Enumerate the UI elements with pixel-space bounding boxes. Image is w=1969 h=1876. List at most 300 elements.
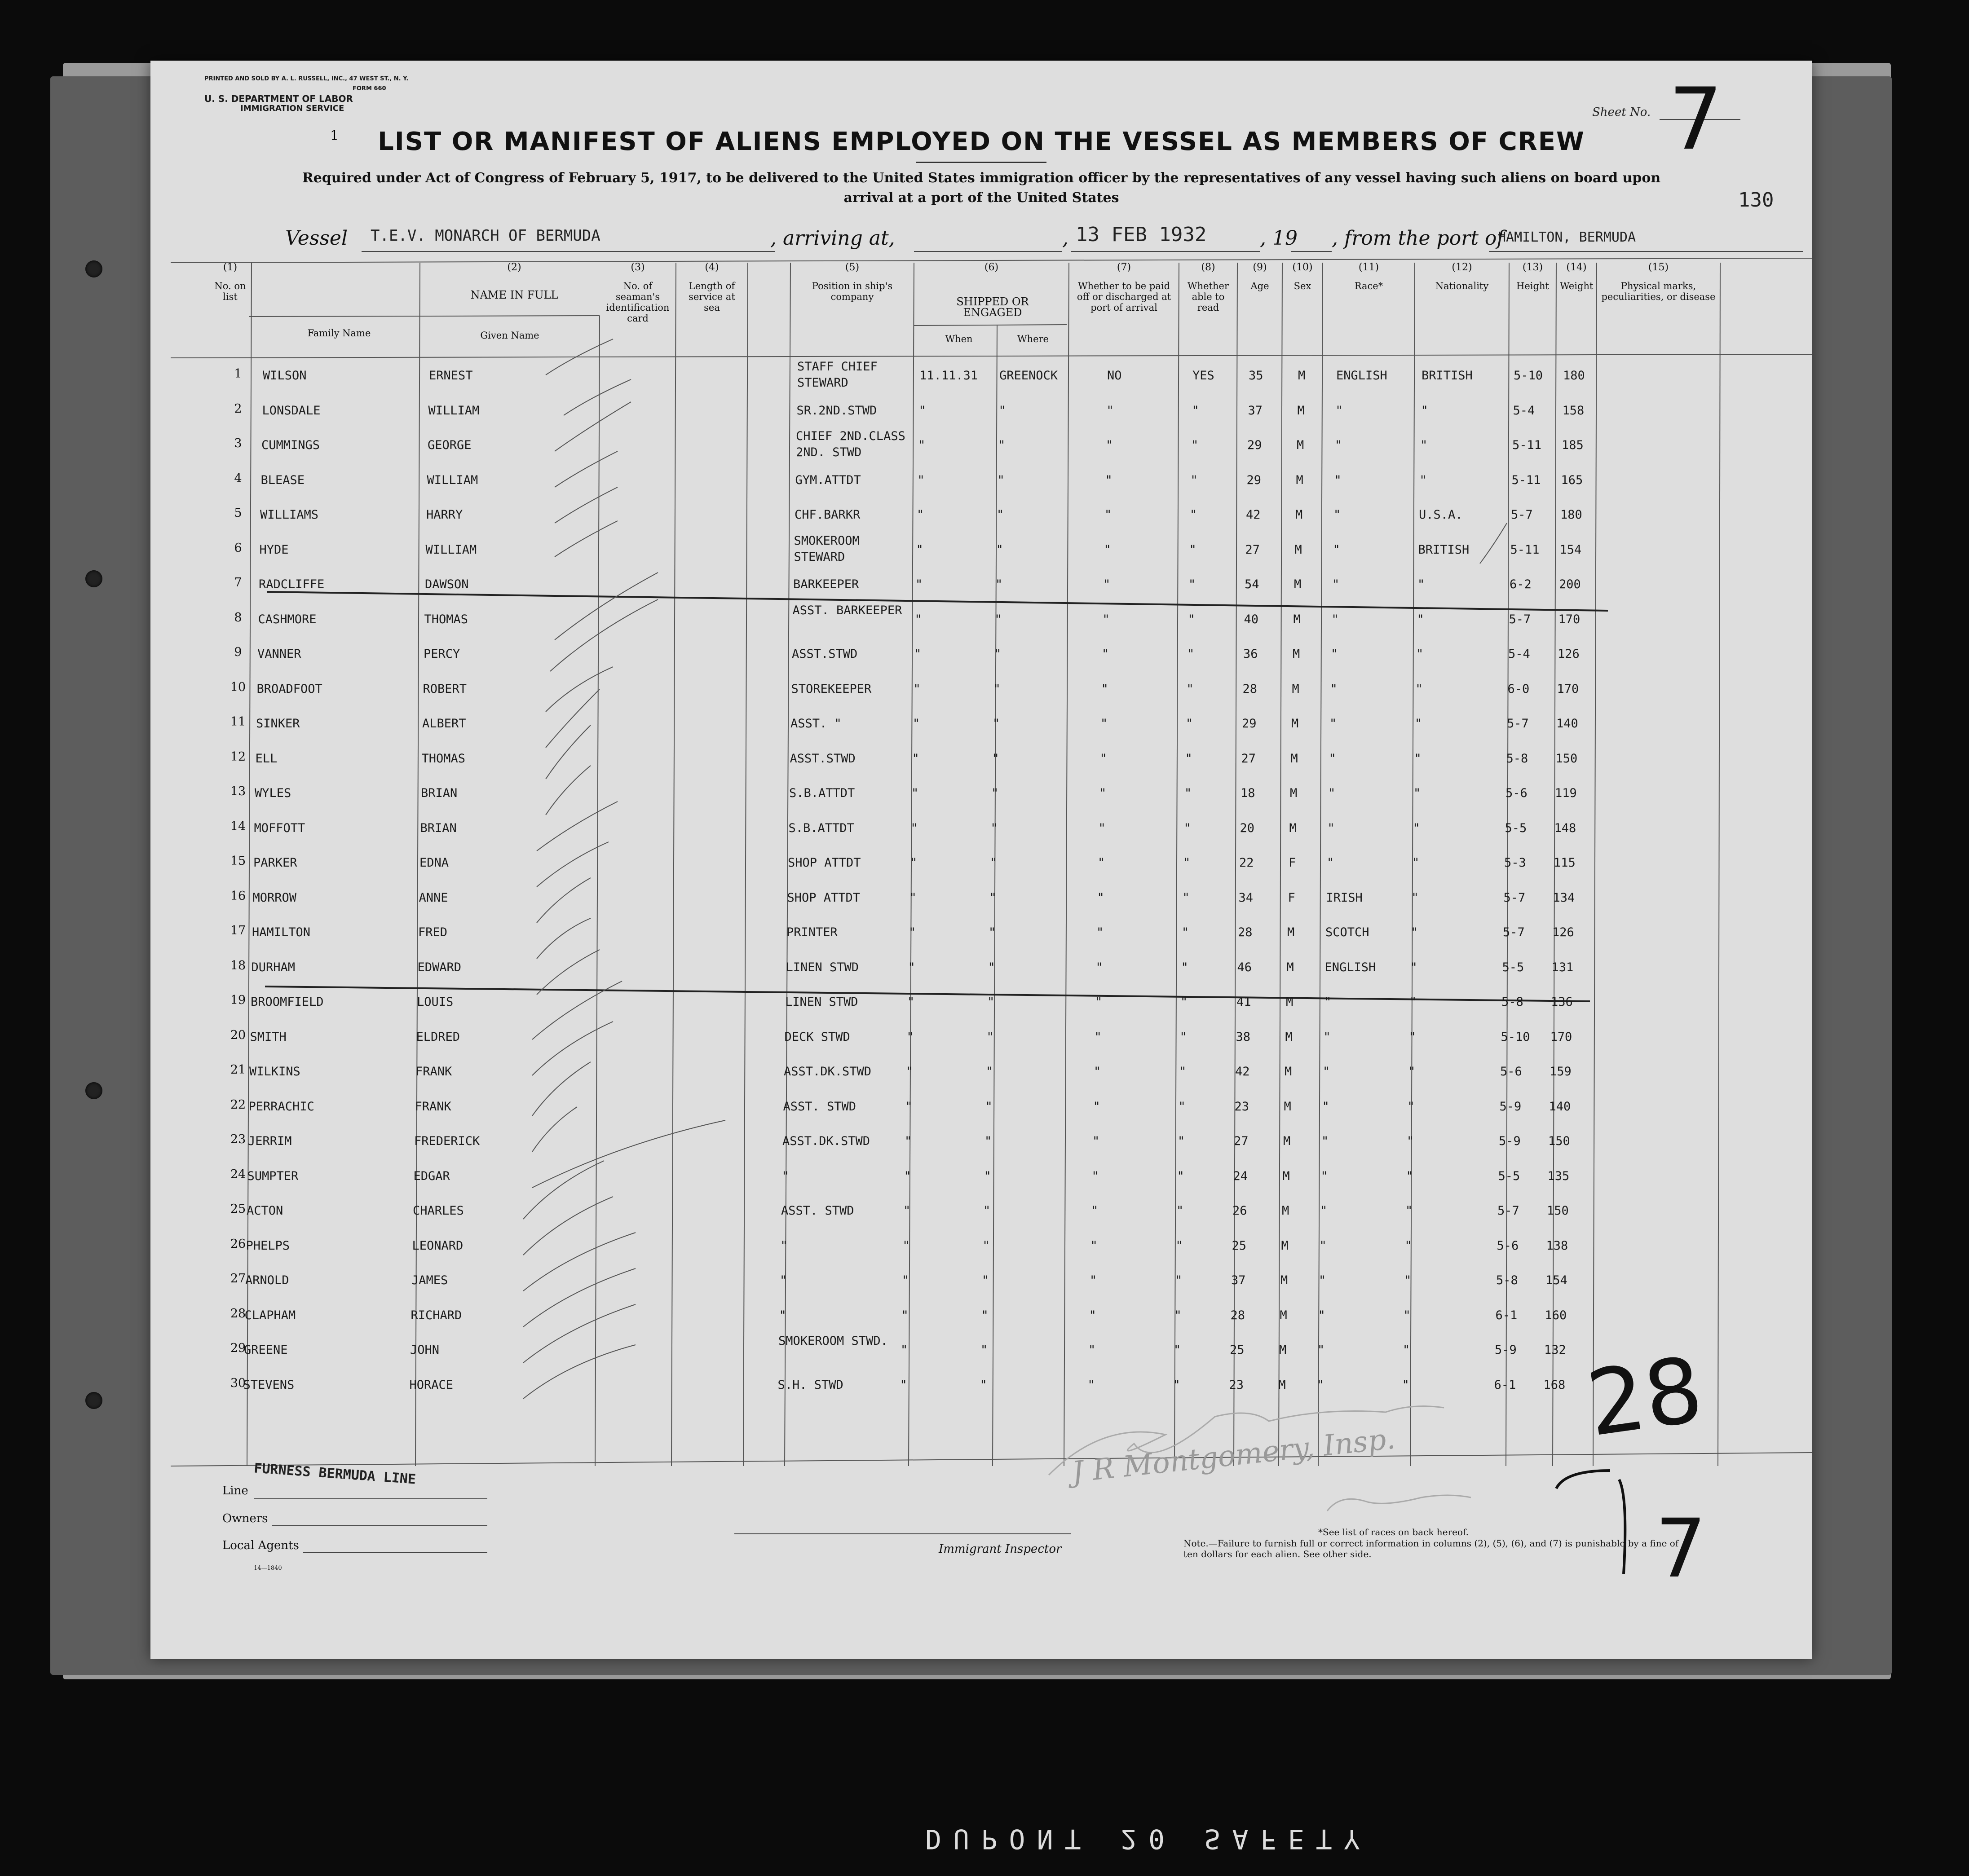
row-number: 13 — [230, 784, 246, 798]
given-name-header: Given Name — [480, 330, 539, 341]
cell-read: " — [1189, 542, 1196, 557]
cell-paid: " — [1091, 1169, 1099, 1183]
cell-read: " — [1188, 577, 1196, 591]
cell-family: BROADFOOT — [256, 682, 322, 696]
cell-given: FRANK — [415, 1065, 452, 1079]
cell-paid: " — [1104, 542, 1111, 557]
cell-position: CHIEF 2ND.CLASS 2ND. STWD — [796, 429, 905, 459]
cell-race: " — [1323, 1065, 1330, 1079]
cell-given: PERCY — [424, 647, 460, 661]
cell-paid: " — [1099, 786, 1107, 800]
cell-height: 6-1 — [1494, 1378, 1516, 1392]
cell-sex: M — [1293, 647, 1300, 661]
cell-paid: " — [1087, 1378, 1095, 1392]
cell-family: WYLES — [255, 786, 291, 800]
cell-where: " — [990, 856, 998, 870]
cell-family: STEVENS — [243, 1378, 295, 1392]
row-number: 1 — [234, 367, 242, 381]
shipped-header: SHIPPED OR ENGAGED — [956, 295, 1029, 319]
cell-age: 37 — [1248, 403, 1263, 418]
cell-height: 5-7 — [1509, 612, 1531, 626]
row-number: 27 — [230, 1272, 246, 1286]
cell-sex: F — [1289, 856, 1296, 870]
cell-sex: M — [1289, 821, 1297, 835]
cell-race: ENGLISH — [1324, 960, 1376, 974]
cell-nationality: " — [1410, 960, 1417, 974]
cell-read: " — [1178, 1134, 1185, 1148]
cell-where: " — [995, 577, 1003, 591]
cell-height: 5-7 — [1497, 1204, 1519, 1218]
cell-read: YES — [1192, 369, 1214, 383]
cell-when: " — [916, 542, 923, 557]
cell-where: " — [981, 1308, 989, 1322]
cell-read: " — [1192, 403, 1199, 418]
cell-position: ASST. STWD — [783, 1099, 856, 1114]
cell-where: " — [984, 1169, 991, 1183]
cell-nationality: " — [1420, 438, 1428, 452]
cell-given: ERNEST — [429, 369, 473, 383]
cell-position: STOREKEEPER — [791, 682, 872, 696]
where-header: Where — [1017, 334, 1049, 344]
cell-position: ASST.DK.STWD — [782, 1134, 870, 1148]
cell-age: 40 — [1244, 612, 1259, 626]
cell-height: 6-2 — [1510, 577, 1532, 591]
column-number: (2) — [507, 262, 521, 273]
cell-sex: M — [1286, 995, 1294, 1009]
column-header: Physical marks, peculiarities, or disease — [1601, 281, 1716, 302]
cell-height: 5-6 — [1505, 786, 1528, 800]
cell-height: 5-4 — [1513, 403, 1535, 418]
cell-when: " — [902, 1238, 910, 1253]
cell-age: 42 — [1235, 1065, 1250, 1079]
binder-hole — [85, 260, 102, 277]
column-number: (13) — [1522, 262, 1543, 273]
cell-sex: M — [1287, 925, 1295, 939]
strike-line-row-7 — [267, 592, 1608, 611]
cell-given: RICHARD — [411, 1308, 462, 1322]
cell-race: SCOTCH — [1325, 925, 1369, 939]
cell-paid: " — [1094, 1065, 1101, 1079]
cell-where: " — [989, 890, 997, 905]
cell-nationality: BRITISH — [1418, 542, 1470, 557]
cell-position: STAFF CHIEF STEWARD — [797, 360, 878, 390]
row-number: 29 — [230, 1341, 246, 1355]
cell-age: 26 — [1232, 1204, 1247, 1218]
cell-weight: 150 — [1548, 1134, 1570, 1148]
column-header: No. of seaman's identification card — [606, 281, 670, 324]
cell-height: 5-9 — [1495, 1343, 1517, 1357]
cell-sex: M — [1296, 473, 1303, 487]
cell-weight: 200 — [1559, 577, 1581, 591]
cell-family: GREENE — [244, 1343, 288, 1357]
cell-nationality: " — [1416, 647, 1424, 661]
cell-given: LOUIS — [417, 995, 454, 1009]
cell-sex: M — [1291, 717, 1299, 731]
cell-read: " — [1183, 821, 1191, 835]
cell-read: " — [1181, 960, 1188, 974]
arrival-date: 13 FEB 1932 — [1076, 223, 1207, 246]
cell-family: WILLIAMS — [260, 508, 319, 522]
row-number: 17 — [230, 924, 246, 938]
cell-when: " — [906, 1065, 914, 1079]
cell-height: 5-8 — [1496, 1273, 1518, 1287]
cell-race: " — [1319, 1238, 1327, 1253]
cell-given: EDGAR — [413, 1169, 450, 1183]
cell-given: ALBERT — [422, 717, 466, 731]
cell-where: " — [983, 1204, 991, 1218]
cell-sex: M — [1280, 1308, 1287, 1322]
cell-given: FRANK — [415, 1099, 451, 1114]
cell-when: " — [901, 1308, 909, 1322]
cell-when: " — [908, 960, 915, 974]
cell-age: 54 — [1245, 577, 1259, 591]
cell-race: IRISH — [1326, 890, 1363, 905]
cell-where: " — [998, 403, 1006, 418]
cell-age: 28 — [1238, 925, 1253, 939]
cell-weight: 180 — [1560, 508, 1582, 522]
cell-weight: 138 — [1546, 1238, 1568, 1253]
row-number: 21 — [230, 1063, 246, 1077]
inspector-signature: J R Montgomery, Insp. — [1070, 1422, 1397, 1489]
cell-paid: " — [1099, 751, 1107, 766]
cell-read: " — [1174, 1308, 1182, 1322]
cell-position: " — [781, 1169, 789, 1183]
cell-race: " — [1331, 647, 1338, 661]
cell-family: WILKINS — [249, 1065, 300, 1079]
cell-read: " — [1175, 1238, 1183, 1253]
cell-weight: 119 — [1555, 786, 1577, 800]
cell-position: SHOP ATTDT — [787, 890, 861, 905]
cell-race: " — [1335, 438, 1342, 452]
cell-paid: " — [1093, 1099, 1100, 1114]
cell-paid: " — [1094, 1030, 1102, 1044]
row-number: 5 — [234, 506, 242, 520]
cell-read: " — [1185, 751, 1192, 766]
cell-position: S.H. STWD — [777, 1378, 843, 1392]
cell-sex: M — [1297, 403, 1305, 418]
cell-race: " — [1331, 612, 1339, 626]
cell-nationality: " — [1412, 856, 1420, 870]
column-number: (3) — [631, 262, 645, 273]
cell-height: 5-10 — [1501, 1030, 1530, 1044]
cell-when: " — [918, 403, 926, 418]
column-number: (10) — [1292, 262, 1313, 273]
cell-read: " — [1179, 1030, 1187, 1044]
cell-paid: " — [1105, 473, 1113, 487]
cell-paid: " — [1095, 995, 1103, 1009]
row-number: 26 — [230, 1237, 246, 1251]
cell-weight: 170 — [1550, 1030, 1572, 1044]
cell-position: ASST.STWD — [792, 647, 858, 661]
cell-weight: 135 — [1547, 1169, 1570, 1183]
cell-read: " — [1173, 1378, 1180, 1392]
cell-nationality: " — [1413, 786, 1421, 800]
cell-age: 42 — [1246, 508, 1261, 522]
cell-where: " — [998, 438, 1006, 452]
column-header: Weight — [1560, 281, 1594, 291]
cell-nationality: " — [1408, 1065, 1416, 1079]
column-header: NAME IN FULL — [470, 289, 558, 301]
cell-paid: " — [1100, 717, 1108, 731]
cell-family: HYDE — [259, 542, 289, 557]
cell-height: 5-5 — [1502, 960, 1524, 974]
cell-sex: M — [1285, 1030, 1293, 1044]
column-header: Whether to be paid off or discharged at port of arrival — [1077, 281, 1171, 313]
cell-height: 5-10 — [1514, 369, 1543, 383]
cell-nationality: " — [1403, 1308, 1411, 1322]
column-header: Length of service at sea — [689, 281, 735, 313]
cell-race: " — [1328, 786, 1336, 800]
cell-race: " — [1320, 1204, 1328, 1218]
row-number: 8 — [234, 610, 242, 625]
cell-given: FRED — [418, 925, 448, 939]
cell-where: " — [987, 995, 995, 1009]
row-number: 11 — [230, 715, 246, 729]
row-number: 19 — [230, 993, 246, 1007]
cell-when: " — [906, 1030, 914, 1044]
column-number: (1) — [223, 262, 238, 273]
cell-family: BROOMFIELD — [251, 995, 324, 1009]
cell-position: " — [780, 1273, 787, 1287]
cell-sex: F — [1288, 890, 1295, 905]
cell-paid: " — [1102, 612, 1110, 626]
cell-given: WILLIAM — [427, 473, 478, 487]
cell-given: BRIAN — [421, 786, 458, 800]
cell-read: " — [1186, 682, 1194, 696]
column-header: Position in ship's company — [812, 281, 893, 302]
cell-when: " — [905, 1099, 913, 1114]
cell-sex: M — [1295, 508, 1303, 522]
cell-when: " — [912, 751, 919, 766]
cell-family: SINKER — [256, 717, 300, 731]
column-number: (11) — [1358, 262, 1379, 273]
sheet-no-value: 7 — [1669, 70, 1723, 169]
cell-family: SMITH — [250, 1030, 287, 1044]
cell-nationality: " — [1415, 717, 1422, 731]
cell-nationality: " — [1407, 1099, 1415, 1114]
binder-hole — [85, 1392, 102, 1409]
cell-when: " — [904, 1169, 911, 1183]
cell-where: " — [994, 647, 1002, 661]
cell-position: PRINTER — [786, 925, 838, 939]
cell-sex: M — [1283, 1134, 1291, 1148]
cell-family: HAMILTON — [252, 925, 311, 939]
cell-sex: M — [1282, 1169, 1290, 1183]
cell-weight: 159 — [1550, 1065, 1572, 1079]
cell-when: " — [901, 1343, 908, 1357]
cell-nationality: " — [1403, 1343, 1410, 1357]
cell-family: ELL — [255, 751, 278, 766]
row-number: 9 — [234, 645, 242, 659]
cell-age: 24 — [1233, 1169, 1248, 1183]
manifest-page: PRINTED AND SOLD BY A. L. RUSSELL, INC., 47 WEST ST., N. Y. FORM 660 U. S. DEPARTMENT OF LABOR IMMIGRATION SERVICE 1 Sheet No. 7 130 LIST OR MANIFEST OF ALIENS EMPLOYED ON THE VESSEL AS MEMBERS OF CREW Required under Act of Congress of February 5, 1917, to be delivered to the United States immigration officer by the representatives of any vessel having such aliens on board upon arrival at a port of the United States Vessel T.E.V. MONARCH OF BERMUDA , arriving at, , 13 FEB 1932 , 19 , from the port of HAMILTON, BERMUDA (1) No. on list (2) NAME IN FULL (3) No. of seaman's identification card (4) Length of service at sea (5) Position in ship's company (6) (7) Whether to be paid off or discharged at port of arrival (8) Whether able to read (9) Age (10) Sex (11) Race* (12) Nationality (13) Height (14) Weight (15) Physical marks, peculiarities, or disease 1 WILSON ERNEST STAFF CHIEF STEWARD 11.11.31 GREENOCK NO YES 35 M ENGLISH BRITISH 5-10 180 2 LONSDALE WILLIAM SR.2ND.STWD " " " " 37 M " " 5-4 158 3 CUMMINGS GEORGE CHIEF 2ND.CLASS 2ND. STWD " " " " 29 M " " 5-11 185 4 BLEASE WILLIAM GYM.ATTDT " " " " 29 M " " 5-11 165 5 WILLIAMS HARRY CHF.BARKR " " " " 42 M " U.S.A. 5-7 180 6 HYDE WILLIAM SMOKEROOM STEWARD " " " " 27 M " BRITISH 5-11 154 7 RADCLIFFE DAWSON BARKEEPER " " " " 54 M " " 6-2 200 8 CASHMORE THOMAS ASST. BARKEEPER " " " " 40 M " " 5-7 170 9 VANNER PERCY ASST.STWD " " " " 36 M " " 5-4 126 10 BROADFOOT ROBERT STOREKEEPER " " " " 28 M " " 6-0 170 11 SINKER ALBERT ASST. " " " " " 29 M " " 5-7 140 12 ELL THOMAS ASST.STWD " " " " 27 M " " 5-8 150 13 WYLES BRIAN S.B.ATTDT " " " " 18 M " " 5-6 119 14 MOFFOTT BRIAN S.B.ATTDT " " " " 20 M " " 5-5 148 15 PARKER EDNA SHOP ATTDT " " " " 22 F " " 5-3 115 16 MORROW ANNE SHOP ATTDT " " " " 34 F IRISH " 5-7 134 17 HAMILTON FRED PRINTER " " " " 28 M SCOTCH " 5-7 126 18 DURHAM EDWARD LINEN STWD " " " " 46 M ENGLISH " 5-5 131 19 BROOMFIELD LOUIS LINEN STWD " " " " 41 M " " 5-8 136 20 SMITH ELDRED DECK STWD " " " " 38 M " " 5-10 170 21 WILKINS FRANK ASST.DK.STWD " " " " 42 M " " 5-6 159 22 PERRACHIC FRANK ASST. STWD " " " " 23 M " " 5-9 140 23 JERRIM FREDERICK ASST.DK.STWD " " " " 27 M " " 5-9 150 24 SUMPTER EDGAR " " " " " 24 M " " 5-5 135 25 ACTON CHARLES ASST. STWD " " " " 26 M " " 5-7 150 26 PHELPS LEONARD " " " " " 25 M " " 5-6 138 27 ARNOLD JAMES " " " " " 37 M " " 5-8 154 28 CLAPHAM RICHARD " " " " " 28 M " " 6-1 160 29 GREENE JOHN SMOKEROOM STWD. " " " " 25 M " " 5-9 132 30 STEVENS HORACE S.H. STWD " " " " 23 M " " 6-1 168 SHIPPED OR ENGAGED When Where Family Name Given Name Line FURNESS BERMUDA LINE Owners Local Agents 14—1840 Immigrant Inspector J R Montgomery, Insp. *See list of races on back hereof. Note.—Failure to furnish full or correct information in columns (2), (5), (6), and (7) is punishable by a fine of ten dollars for each alien. See other side. 28 7 — [150, 61, 1812, 1659]
column-number: (6) — [984, 262, 999, 273]
cell-family: ACTON — [247, 1204, 283, 1218]
cell-race: " — [1320, 1169, 1328, 1183]
cell-paid: " — [1089, 1308, 1096, 1322]
cell-nationality: " — [1408, 1030, 1416, 1044]
cell-nationality: " — [1411, 890, 1419, 905]
cell-read: " — [1187, 647, 1195, 661]
sheet-no-label: Sheet No. — [1592, 106, 1651, 119]
cell-race: " — [1321, 1134, 1329, 1148]
cell-family: SUMPTER — [247, 1169, 299, 1183]
row-number: 6 — [234, 541, 242, 555]
cell-nationality: " — [1421, 403, 1428, 418]
row-number: 12 — [230, 749, 246, 764]
cell-weight: 126 — [1558, 647, 1580, 661]
cell-height: 5-5 — [1498, 1169, 1520, 1183]
cell-where: " — [986, 1065, 993, 1079]
cell-race: " — [1316, 1378, 1324, 1392]
cell-height: 5-4 — [1508, 647, 1530, 661]
cell-family: PERRACHIC — [248, 1099, 314, 1114]
cell-where: " — [996, 542, 1003, 557]
cell-family: MORROW — [252, 890, 297, 905]
binder-hole — [85, 570, 102, 587]
cell-paid: " — [1104, 508, 1112, 522]
cell-sex: M — [1298, 369, 1306, 383]
cell-height: 5-9 — [1499, 1134, 1521, 1148]
cell-paid: " — [1097, 890, 1104, 905]
cell-height: 5-3 — [1504, 856, 1526, 870]
cell-race: " — [1333, 542, 1340, 557]
cell-position: DECK STWD — [784, 1030, 850, 1044]
cell-race: " — [1334, 473, 1342, 487]
cell-height: 5-8 — [1506, 751, 1528, 766]
inspector-label: Immigrant Inspector — [939, 1542, 1062, 1556]
cell-age: 28 — [1242, 682, 1258, 696]
cell-age: 25 — [1230, 1343, 1245, 1357]
cell-sex: M — [1293, 612, 1301, 626]
cell-family: WILSON — [263, 369, 307, 383]
cell-nationality: " — [1406, 1169, 1413, 1183]
strike-line-row-18 — [265, 986, 1590, 1001]
cell-given: ELDRED — [416, 1030, 460, 1044]
cell-paid: " — [1106, 403, 1114, 418]
cell-family: CUMMINGS — [261, 438, 320, 452]
cell-where: GREENOCK — [999, 369, 1058, 383]
column-number: (8) — [1201, 262, 1215, 273]
cell-family: JERRIM — [248, 1134, 292, 1148]
cell-height: 5-11 — [1512, 438, 1542, 452]
cell-read: " — [1182, 890, 1190, 905]
column-header: Race* — [1354, 281, 1383, 291]
cell-given: EDWARD — [417, 960, 462, 974]
cell-height: 5-6 — [1500, 1065, 1522, 1079]
cell-age: 41 — [1236, 995, 1251, 1009]
cell-weight: 168 — [1543, 1378, 1566, 1392]
column-header: Sex — [1294, 281, 1311, 291]
tally-top: 28 — [1581, 1337, 1709, 1457]
service: IMMIGRATION SERVICE — [240, 104, 344, 113]
cell-when: " — [914, 612, 922, 626]
cell-paid: " — [1092, 1134, 1100, 1148]
cell-family: PARKER — [253, 856, 297, 870]
cell-sex: M — [1278, 1378, 1286, 1392]
cell-age: 18 — [1241, 786, 1255, 800]
cell-age: 37 — [1231, 1273, 1246, 1287]
cell-family: ARNOLD — [245, 1273, 289, 1287]
row-number: 20 — [230, 1028, 246, 1042]
cell-when: " — [918, 438, 926, 452]
cell-family: CLAPHAM — [244, 1308, 296, 1322]
cell-race: " — [1323, 1030, 1331, 1044]
cell-height: 5-9 — [1499, 1099, 1522, 1114]
cell-sex: M — [1282, 1204, 1289, 1218]
cell-family: BLEASE — [260, 473, 305, 487]
cell-where: " — [980, 1378, 987, 1392]
cell-race: " — [1329, 751, 1336, 766]
cell-when: " — [917, 473, 925, 487]
cell-weight: 160 — [1545, 1308, 1567, 1322]
cell-where: " — [990, 821, 998, 835]
cell-age: 36 — [1243, 647, 1258, 661]
cell-weight: 154 — [1559, 542, 1582, 557]
cell-where: " — [997, 508, 1004, 522]
cell-nationality: U.S.A. — [1419, 508, 1463, 522]
cell-when: " — [907, 995, 915, 1009]
cell-sex: M — [1279, 1343, 1287, 1357]
cell-weight: 140 — [1556, 717, 1578, 731]
cell-given: THOMAS — [421, 751, 466, 766]
cell-read: " — [1190, 473, 1198, 487]
cell-where: " — [982, 1273, 989, 1287]
cell-race: " — [1317, 1343, 1325, 1357]
cell-when: " — [913, 682, 921, 696]
column-number: (7) — [1117, 262, 1131, 273]
page-mark: 1 — [330, 128, 339, 144]
cell-age: 27 — [1241, 751, 1256, 766]
cell-height: 6-1 — [1495, 1308, 1518, 1322]
cell-weight: 158 — [1562, 403, 1585, 418]
cell-sex: M — [1280, 1273, 1288, 1287]
cell-given: HARRY — [426, 508, 463, 522]
cell-family: RADCLIFFE — [259, 577, 325, 591]
cell-height: 5-6 — [1497, 1238, 1519, 1253]
cell-position: SMOKEROOM STWD. — [778, 1334, 888, 1348]
cell-sex: M — [1284, 1099, 1291, 1114]
cell-age: 34 — [1238, 890, 1254, 905]
cell-nationality: " — [1411, 925, 1418, 939]
line-stamp: FURNESS BERMUDA LINE — [253, 1460, 417, 1488]
arriving-label: , arriving at, — [770, 227, 895, 250]
cell-position: CHF.BARKR — [795, 508, 861, 522]
cell-race: " — [1319, 1273, 1326, 1287]
cell-nationality: " — [1413, 821, 1420, 835]
cell-where: " — [991, 786, 999, 800]
film-caption: DUPONT 20 SAFETY — [925, 1823, 1372, 1854]
cell-when: " — [903, 1204, 911, 1218]
cell-age: 20 — [1240, 821, 1255, 835]
cell-given: ANNE — [419, 890, 448, 905]
cell-when: " — [900, 1378, 907, 1392]
cell-weight: 136 — [1551, 995, 1573, 1009]
cell-sex: M — [1290, 786, 1298, 800]
department: U. S. DEPARTMENT OF LABOR — [204, 93, 353, 104]
row-number: 24 — [230, 1167, 246, 1181]
cell-sex: M — [1285, 1065, 1292, 1079]
cell-read: " — [1188, 612, 1195, 626]
page-title: LIST OR MANIFEST OF ALIENS EMPLOYED ON THE VESSEL AS MEMBERS OF CREW — [378, 127, 1585, 156]
cell-family: PHELPS — [246, 1238, 290, 1253]
cell-given: JAMES — [411, 1273, 448, 1287]
printer-line: PRINTED AND SOLD BY A. L. RUSSELL, INC., 47 WEST ST., N. Y. — [204, 75, 409, 82]
stamp-number: 130 — [1738, 189, 1774, 211]
cell-given: FREDERICK — [414, 1134, 480, 1148]
cell-age: 25 — [1232, 1238, 1247, 1253]
cell-age: 22 — [1239, 856, 1254, 870]
